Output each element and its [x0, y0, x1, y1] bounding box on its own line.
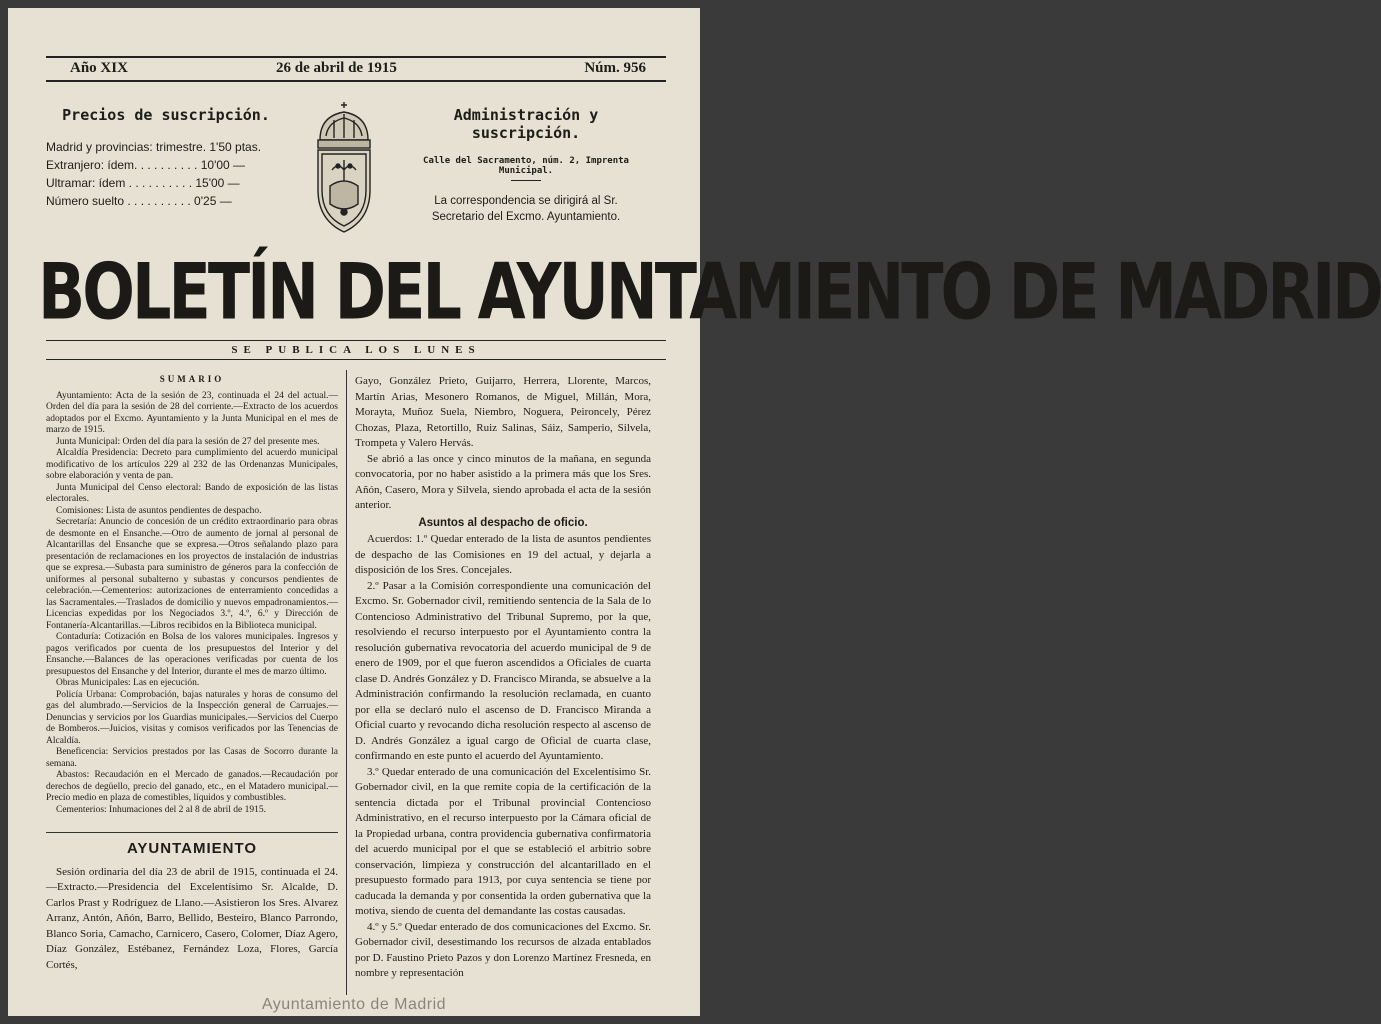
subscription-block [46, 106, 286, 210]
price-line: Madrid y provincias: trimestre. 1'50 ptas. [46, 140, 262, 154]
agreement-paragraph: Acuerdos: 1.º Quedar enterado de la lista de asuntos pendientes de despacho de las Comisiones en 19 del actual, y dejarla a disposición de los Sres. Concejales. [355, 533, 651, 576]
ayuntamiento-text: Sesión ordinaria del día 23 de abril de 1915, continuada el 24.—Extracto.—Presidencia del Excelentísimo Sr. Alcalde, D. Carlos Prast y Rodríguez de Llano.—Asistieron los Sres. Alvarez Arranz, Antón, Añón, Barro, Bellido, Besteiro, Blanco Parrondo, Blanco Soria, Camacho, Carnicero, Casero, Colomer, Díaz Agero, Díaz González, Estébanez, Fernández Loza, Flores, García Cortés, [46, 865, 338, 971]
sumario-paragraph: Ayuntamiento: Acta de la sesión de 23, continuada el 24 del actual.—Orden del día para la sesión de 28 del corriente.—Extracto de los acuerdos adoptados por el Excmo. Ayuntamiento y la Junta Municipal en el mes de marzo de 1915. [46, 390, 338, 435]
issue-date: 26 de abril de 1915 [276, 60, 397, 76]
column-divider [346, 370, 347, 995]
madrid-coat-of-arms-icon [308, 100, 380, 240]
sumario-paragraph: Junta Municipal: Orden del día para la sesión de 27 del presente mes. [56, 436, 320, 447]
agreement-paragraph: 2.º Pasar a la Comisión correspondiente una comunicación del Excmo. Sr. Gobernador civil, remitiendo sentencia de la Sala de lo Contencioso Administrativo del Tribunal Supremo, por la que, resolviendo el recurso interpuesto por el Ayuntamiento contra la resolución gubernativa revocatoria del acuerdo municipal de 9 de enero de 1909, por el que fueron ascendidos a Oficiales de cuarta clase D. Andrés González y D. Francisco Miranda, se absuelve a la Administración confirmando la resolución reclamada, en cuanto por ella se declaró nulo el ascenso de D. Francisco Miranda a Oficial cuarto y revocando dicha resolución respecto al ascenso de D. Andrés González a igual cargo de Oficial de cuarta clase, confirmando en este punto el acuerdo del Ayuntamiento. [355, 579, 651, 762]
divider [511, 180, 541, 181]
left-column [46, 374, 338, 973]
watermark: Ayuntamiento de Madrid [261, 996, 447, 1013]
section-heading: Asuntos al despacho de oficio. [418, 516, 588, 529]
subscription-title: Precios de suscripción. [62, 106, 270, 124]
price-line: Ultramar: ídem . . . . . . . . . . 15'00 — [46, 176, 240, 190]
sumario-paragraph: Policía Urbana: Comprobación, bajas naturales y horas de consumo del gas del alumbrado.—Servicios de la Inspección general de Carruajes.—Denuncias y servicios por los Guardias municipales.—Servicios del Cuerpo de Bomberos.—Juicios, visitas y comisos verificados por las Tenencias de Alcaldía. [46, 689, 338, 746]
sumario-paragraph: Secretaría: Anuncio de concesión de un crédito extraordinario para obras de desmonte en el Ensanche.—Otro de aumento de jornal al personal de Alcantarillas del Ensanche que se expresa.—Otros señalando plazo para presentación de reclamaciones en los proyectos de instalación de industrias que se expresa.—Subasta para suministro de géneros para la confección de uniformes al personal subalterno y subastas y concursos pendientes de celebración.—Cementerios: autorizaciones de enterramiento concedidas a las Sacramentales.—Traslados de domicilio y nuevos empadronamientos.—Licencias expedidas por los Negociados 3.º, 4.º, 6.º y Dirección de Fontanería-Alcantarillas.—Libros recibidos en la Biblioteca municipal. [46, 517, 338, 631]
sumario-paragraph: Comisiones: Lista de asuntos pendientes de despacho. [56, 505, 262, 516]
sumario-title: SUMARIO [159, 374, 225, 384]
agreement-paragraph: 3.º Quedar enterado de una comunicación del Excelentísimo Sr. Gobernador civil, en la que remite copia de la certificación de la sentencia dictada por el Tribunal provincial Contencioso Administrativo, en el recurso interpuesto por la Cámara oficial de la Propiedad urbana, contra providencia gubernativa confirmatoria del acuerdo municipal por el que se estableció el arbitrio sobre conservación, limpieza y construcción del alcantarillado en el presupuesto formado para 1913, por cuya sentencia se tiene por caducada la demanda y por consentida la orden gubernativa que la motiva, siendo de cuenta del demandante las costas causadas. [355, 765, 651, 917]
ayuntamiento-section [46, 832, 338, 973]
administration-title: Administración y suscripción. [453, 106, 599, 142]
right-column [355, 374, 651, 982]
sumario-paragraph: Obras Municipales: Las en ejecución. [56, 678, 200, 688]
issue-number: Núm. 956 [584, 60, 646, 76]
price-line: Número suelto . . . . . . . . . . 0'25 — [46, 194, 232, 208]
masthead-subtitle: SE PUBLICA LOS LUNES [46, 340, 666, 360]
sumario-paragraph: Junta Municipal del Censo electoral: Bando de exposición de las listas electorales. [46, 482, 338, 504]
attendees-paragraph: Gayo, González Prieto, Guijarro, Herrera, Llorente, Marcos, Martín Arias, Mesonero Romanos, de Miguel, Millán, Mora, Morayta, Muñoz Suela, Niembro, Noguera, Peironcely, Pérez Chozas, Plaza, Retortillo, Ruiz Salinas, Sáiz, Samperio, Silvela, Trompeta y Valero Hervás. [355, 375, 651, 449]
newspaper-page [8, 8, 1381, 1016]
sumario-paragraph: Beneficencia: Servicios prestados por las Casas de Socorro durante la semana. [46, 747, 338, 769]
agreement-paragraph: 4.º y 5.º Quedar enterado de dos comunicaciones del Excmo. Sr. Gobernador civil, desestimando los recursos de alzada entablados por D. Faustino Prieto Pazos y don Lorenzo Martínez Fresneda, en nombre y representación [355, 920, 651, 979]
administration-address: Calle del Sacramento, núm. 2, Imprenta Municipal. [423, 156, 629, 176]
ayuntamiento-title: AYUNTAMIENTO [126, 840, 258, 857]
price-line: Extranjero: ídem. . . . . . . . . . 10'00 — [46, 158, 246, 172]
administration-block [406, 106, 646, 225]
issue-year: Año XIX [70, 60, 128, 76]
session-paragraph: Se abrió a las once y cinco minutos de la mañana, en segunda convocatoria, por no haber asistido a la primera más que los Sres. Añón, Casero, Mora y Silvela, siendo aprobada el acta de la sesión anterior. [355, 452, 651, 511]
masthead-title: BOLETÍN DEL AYUNTAMIENTO DE MADRID [38, 246, 1381, 338]
header-rule [46, 80, 666, 82]
sumario-paragraph: Alcaldía Presidencia: Decreto para cumplimiento del acuerdo municipal modificativo de los artículos 229 al 232 de las Ordenanzas Municipales, sobre elaboración y venta de pan. [46, 448, 338, 481]
sumario-paragraph: Cementerios: Inhumaciones del 2 al 8 de abril de 1915. [56, 804, 266, 815]
sumario-paragraph: Contaduría: Cotización en Bolsa de los valores municipales. Ingresos y pagos verificados por cuenta de los presupuestos del Interior y del Ensanche.—Balances de las operaciones verificadas por cuenta de los presupuestos del Ensanche y del Interior, durante el mes de marzo último. [46, 632, 338, 677]
correspondence-note: La correspondencia se dirigirá al Sr. Secretario del Excmo. Ayuntamiento. [431, 195, 621, 223]
sumario-paragraph: Abastos: Recaudación en el Mercado de ganados.—Recaudación por derechos de degüello, precio del ganado, etc., en el Matadero municipal.—Precio medio en plaza de comestibles, líquidos y combustibles. [46, 770, 338, 803]
issue-header [46, 58, 666, 80]
